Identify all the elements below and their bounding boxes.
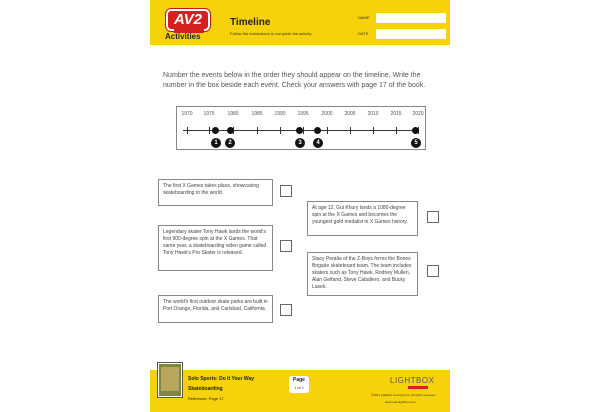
event-card: The first X Games takes place, showcasing skateboarding to the world. — [158, 179, 273, 206]
page-indicator — [289, 376, 309, 393]
year-tick-label: 2015 — [390, 111, 402, 117]
series-title: Solo Sports: Do It Your Way — [188, 376, 255, 382]
timeline-dot — [412, 127, 419, 134]
name-label: NAME — [358, 15, 370, 20]
answer-box[interactable] — [280, 240, 292, 252]
header-banner — [150, 0, 450, 45]
answer-box[interactable] — [427, 211, 439, 223]
event-card: Legendary skater Tony Hawk lands the world's first 900-degree spin at the X Games. That same year, a skateboarding video game called Tony Hawk's Pro Skater is released. — [158, 225, 273, 271]
year-tick — [350, 127, 351, 134]
date-field[interactable] — [376, 29, 446, 39]
year-tick — [209, 127, 210, 134]
lightbox-logo: LIGHTBOX — [390, 376, 435, 385]
page-subtitle: Follow the instructions to complete the activity. — [230, 31, 313, 36]
marker-number: 5 — [411, 138, 421, 148]
av2-logo: AV2 — [166, 9, 210, 31]
marker-number: 4 — [313, 138, 323, 148]
date-label: DATE — [358, 31, 369, 36]
marker-number: 1 — [211, 138, 221, 148]
answer-box[interactable] — [280, 185, 292, 197]
year-tick-label: 2000 — [321, 111, 333, 117]
event-card: At age 12, Gui Khury lands a 1080-degree spin at the X Games and becomes the youngest gold medalist in X Games history. — [307, 201, 418, 236]
name-field[interactable] — [376, 13, 446, 23]
copyright-text: ©2021 Lightbox Learning Inc. All rights reserved. — [371, 393, 436, 397]
year-tick-label: 2005 — [344, 111, 356, 117]
year-tick — [396, 127, 397, 134]
answer-box[interactable] — [427, 265, 439, 277]
instructions: Number the events below in the order they should appear on the timeline. Write the number in the box beside each event. Check your answers with page 17 of the book. — [163, 72, 426, 89]
year-tick — [280, 127, 281, 134]
book-cover-thumbnail — [158, 363, 182, 397]
page-reference: Reference: Page 17 — [188, 396, 224, 401]
timeline-dot — [314, 127, 321, 134]
page-label: Page — [293, 377, 305, 383]
event-card: Stacy Peralta of the Z-Boys forms the Bones Brigade skateboard team. The team includes skaters such as Tony Hawk, Rodney Mullen, Alan Gelfand, Steve Caballero, and Bucky Lasek. — [307, 252, 418, 296]
year-tick-label: 2010 — [367, 111, 379, 117]
year-tick-label: 1970 — [181, 111, 193, 117]
year-tick-label: 1995 — [297, 111, 309, 117]
year-tick — [257, 127, 258, 134]
year-tick-label: 1975 — [203, 111, 215, 117]
lightbox-logo-bar — [408, 386, 428, 389]
book-cover-image — [161, 367, 179, 391]
marker-number: 3 — [295, 138, 305, 148]
book-title: Skateboarding — [188, 386, 223, 392]
marker-number: 2 — [225, 138, 235, 148]
website-link[interactable]: www.openlightbox.com — [385, 400, 416, 404]
page-title: Timeline — [230, 17, 271, 28]
timeline-dot — [296, 127, 303, 134]
timeline — [176, 106, 426, 150]
page-number: 1 of 1 — [293, 385, 304, 390]
event-card: The world's first outdoor skate parks are built in Port Orange, Florida, and Carlsbad, California. — [158, 295, 273, 323]
answer-box[interactable] — [280, 304, 292, 316]
footer-banner — [150, 370, 450, 412]
year-tick — [187, 127, 188, 134]
year-tick-label: 1985 — [251, 111, 263, 117]
year-tick — [373, 127, 374, 134]
year-tick — [303, 127, 304, 134]
section-label: Activities — [165, 32, 201, 41]
year-tick-label: 1990 — [274, 111, 286, 117]
year-tick-label: 2020 — [412, 111, 424, 117]
year-tick-label: 1980 — [227, 111, 239, 117]
timeline-dot — [227, 127, 234, 134]
timeline-dot — [212, 127, 219, 134]
year-tick — [327, 127, 328, 134]
